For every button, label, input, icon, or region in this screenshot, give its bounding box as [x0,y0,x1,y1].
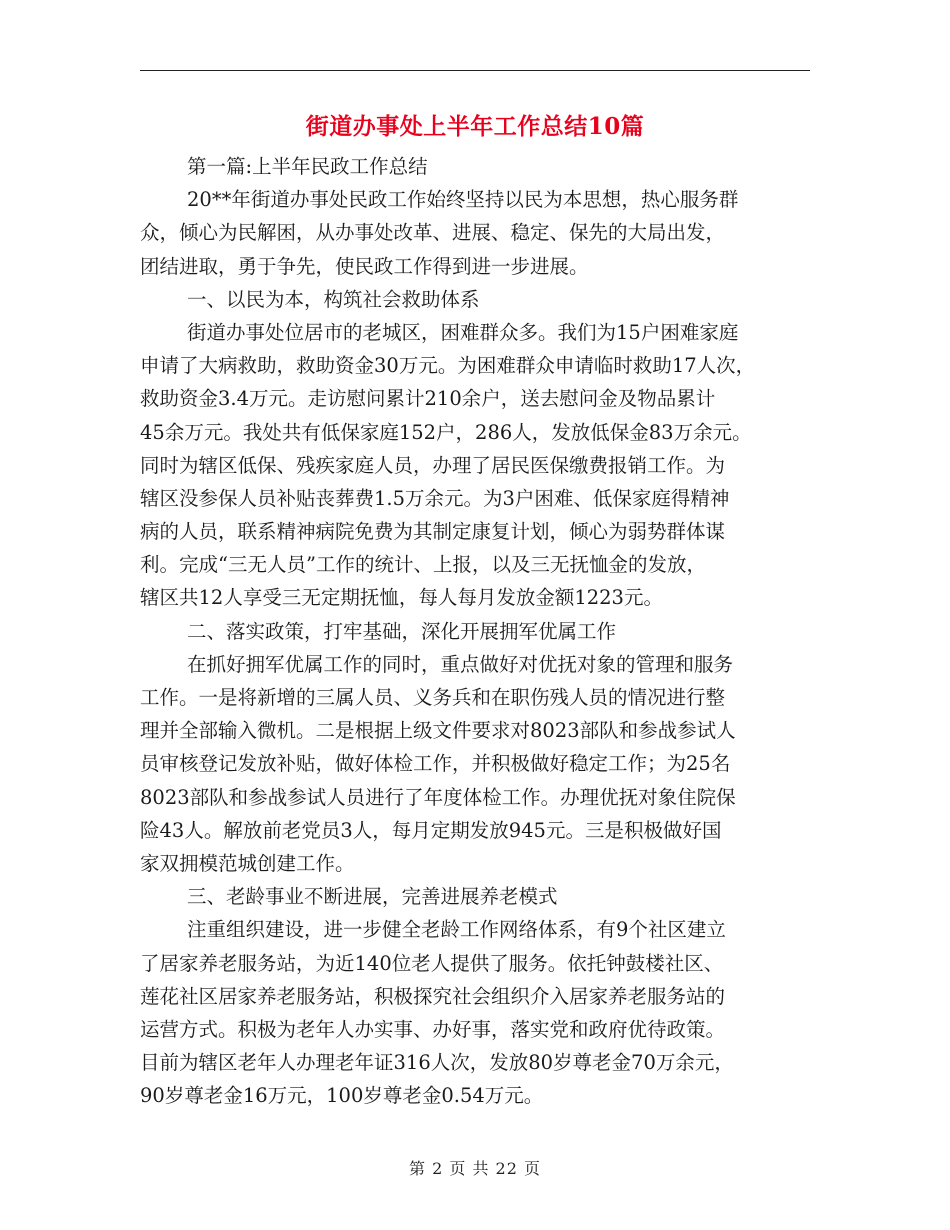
paragraph-line: 家双拥模范城创建工作。 [140,851,355,875]
paragraph-line: 莲花社区居家养老服务站，积极探究社会组织介入居家养老服务站的 [140,984,726,1008]
paragraph-line: 申请了大病救助，救助资金30万元。为困难群众申请临时救助17人次， [140,354,756,378]
paragraph-line: 8023部队和参战参试人员进行了年度体检工作。办理优抚对象住院保 [140,785,736,809]
paragraph-line: 病的人员，联系精神病院免费为其制定康复计划，倾心为弱势群体谋 [140,520,726,544]
paragraph-line: 20**年街道办事处民政工作始终坚持以民为本思想，热心服务群 [187,188,739,212]
paragraph-line: 了居家养老服务站，为近140位老人提供了服务。依托钟鼓楼社区、 [140,951,724,975]
paragraph-line: 利。完成“三无人员”工作的统计、上报，以及三无抚恤金的发放， [140,553,706,577]
paragraph-line: 街道办事处位居市的老城区，困难群众多。我们为15户困难家庭 [187,320,739,344]
document-body [140,150,810,1112]
section-heading: 三、老龄事业不断进展，完善进展养老模式 [187,885,558,909]
paragraph-line: 目前为辖区老年人办理老年证316人次，发放80岁尊老金70万余元， [140,1051,734,1075]
paragraph-line: 救助资金3.4万元。走访慰问累计210余户，送去慰问金及物品累计 [140,387,716,411]
document-title: 街道办事处上半年工作总结10篇 [305,113,645,140]
paragraph-line: 众，倾心为民解困，从办事处改革、进展、稳定、保先的大局出发， [140,221,726,245]
paragraph-line: 45余万元。我处共有低保家庭152户，286人，发放低保金83万余元。 [140,420,752,444]
paragraph-line: 运营方式。积极为老年人办实事、办好事，落实党和政府优待政策。 [140,1017,726,1041]
paragraph-line: 团结进取，勇于争先，使民政工作得到进一步进展。 [140,254,589,278]
paragraph-line: 辖区共12人享受三无定期抚恤，每人每月发放金额1223元。 [140,586,663,610]
paragraph-line: 工作。一是将新增的三属人员、义务兵和在职伤残人员的情况进行整 [140,686,726,709]
paragraph-line: 辖区没参保人员补贴丧葬费1.5万余元。为3户困难、低保家庭得精神 [140,486,730,510]
paragraph-line: 同时为辖区低保、残疾家庭人员，办理了居民医保缴费报销工作。为 [140,453,726,477]
page-footer: 第 2 页 共 22 页 [409,1159,541,1178]
paragraph-line: 90岁尊老金16万元，100岁尊老金0.54万元。 [140,1084,544,1108]
paragraph-line: 险43人。解放前老党员3人，每月定期发放945元。三是积极做好国 [140,818,722,842]
section-heading: 一、以民为本，构筑社会救助体系 [187,287,480,311]
paragraph-line: 员审核登记发放补贴，做好体检工作，并积极做好稳定工作；为25名 [140,752,731,776]
header-rule [140,70,810,71]
paragraph-line: 在抓好拥军优属工作的同时，重点做好对优抚对象的管理和服务 [187,652,734,676]
section-heading: 第一篇:上半年民政工作总结 [187,155,428,178]
section-heading: 二、落实政策，打牢基础，深化开展拥军优属工作 [187,619,617,643]
paragraph-line: 注重组织建设，进一步健全老龄工作网络体系，有9个社区建立 [187,918,726,942]
paragraph-line: 理并全部输入微机。二是根据上级文件要求对8023部队和参战参试人 [140,719,736,743]
